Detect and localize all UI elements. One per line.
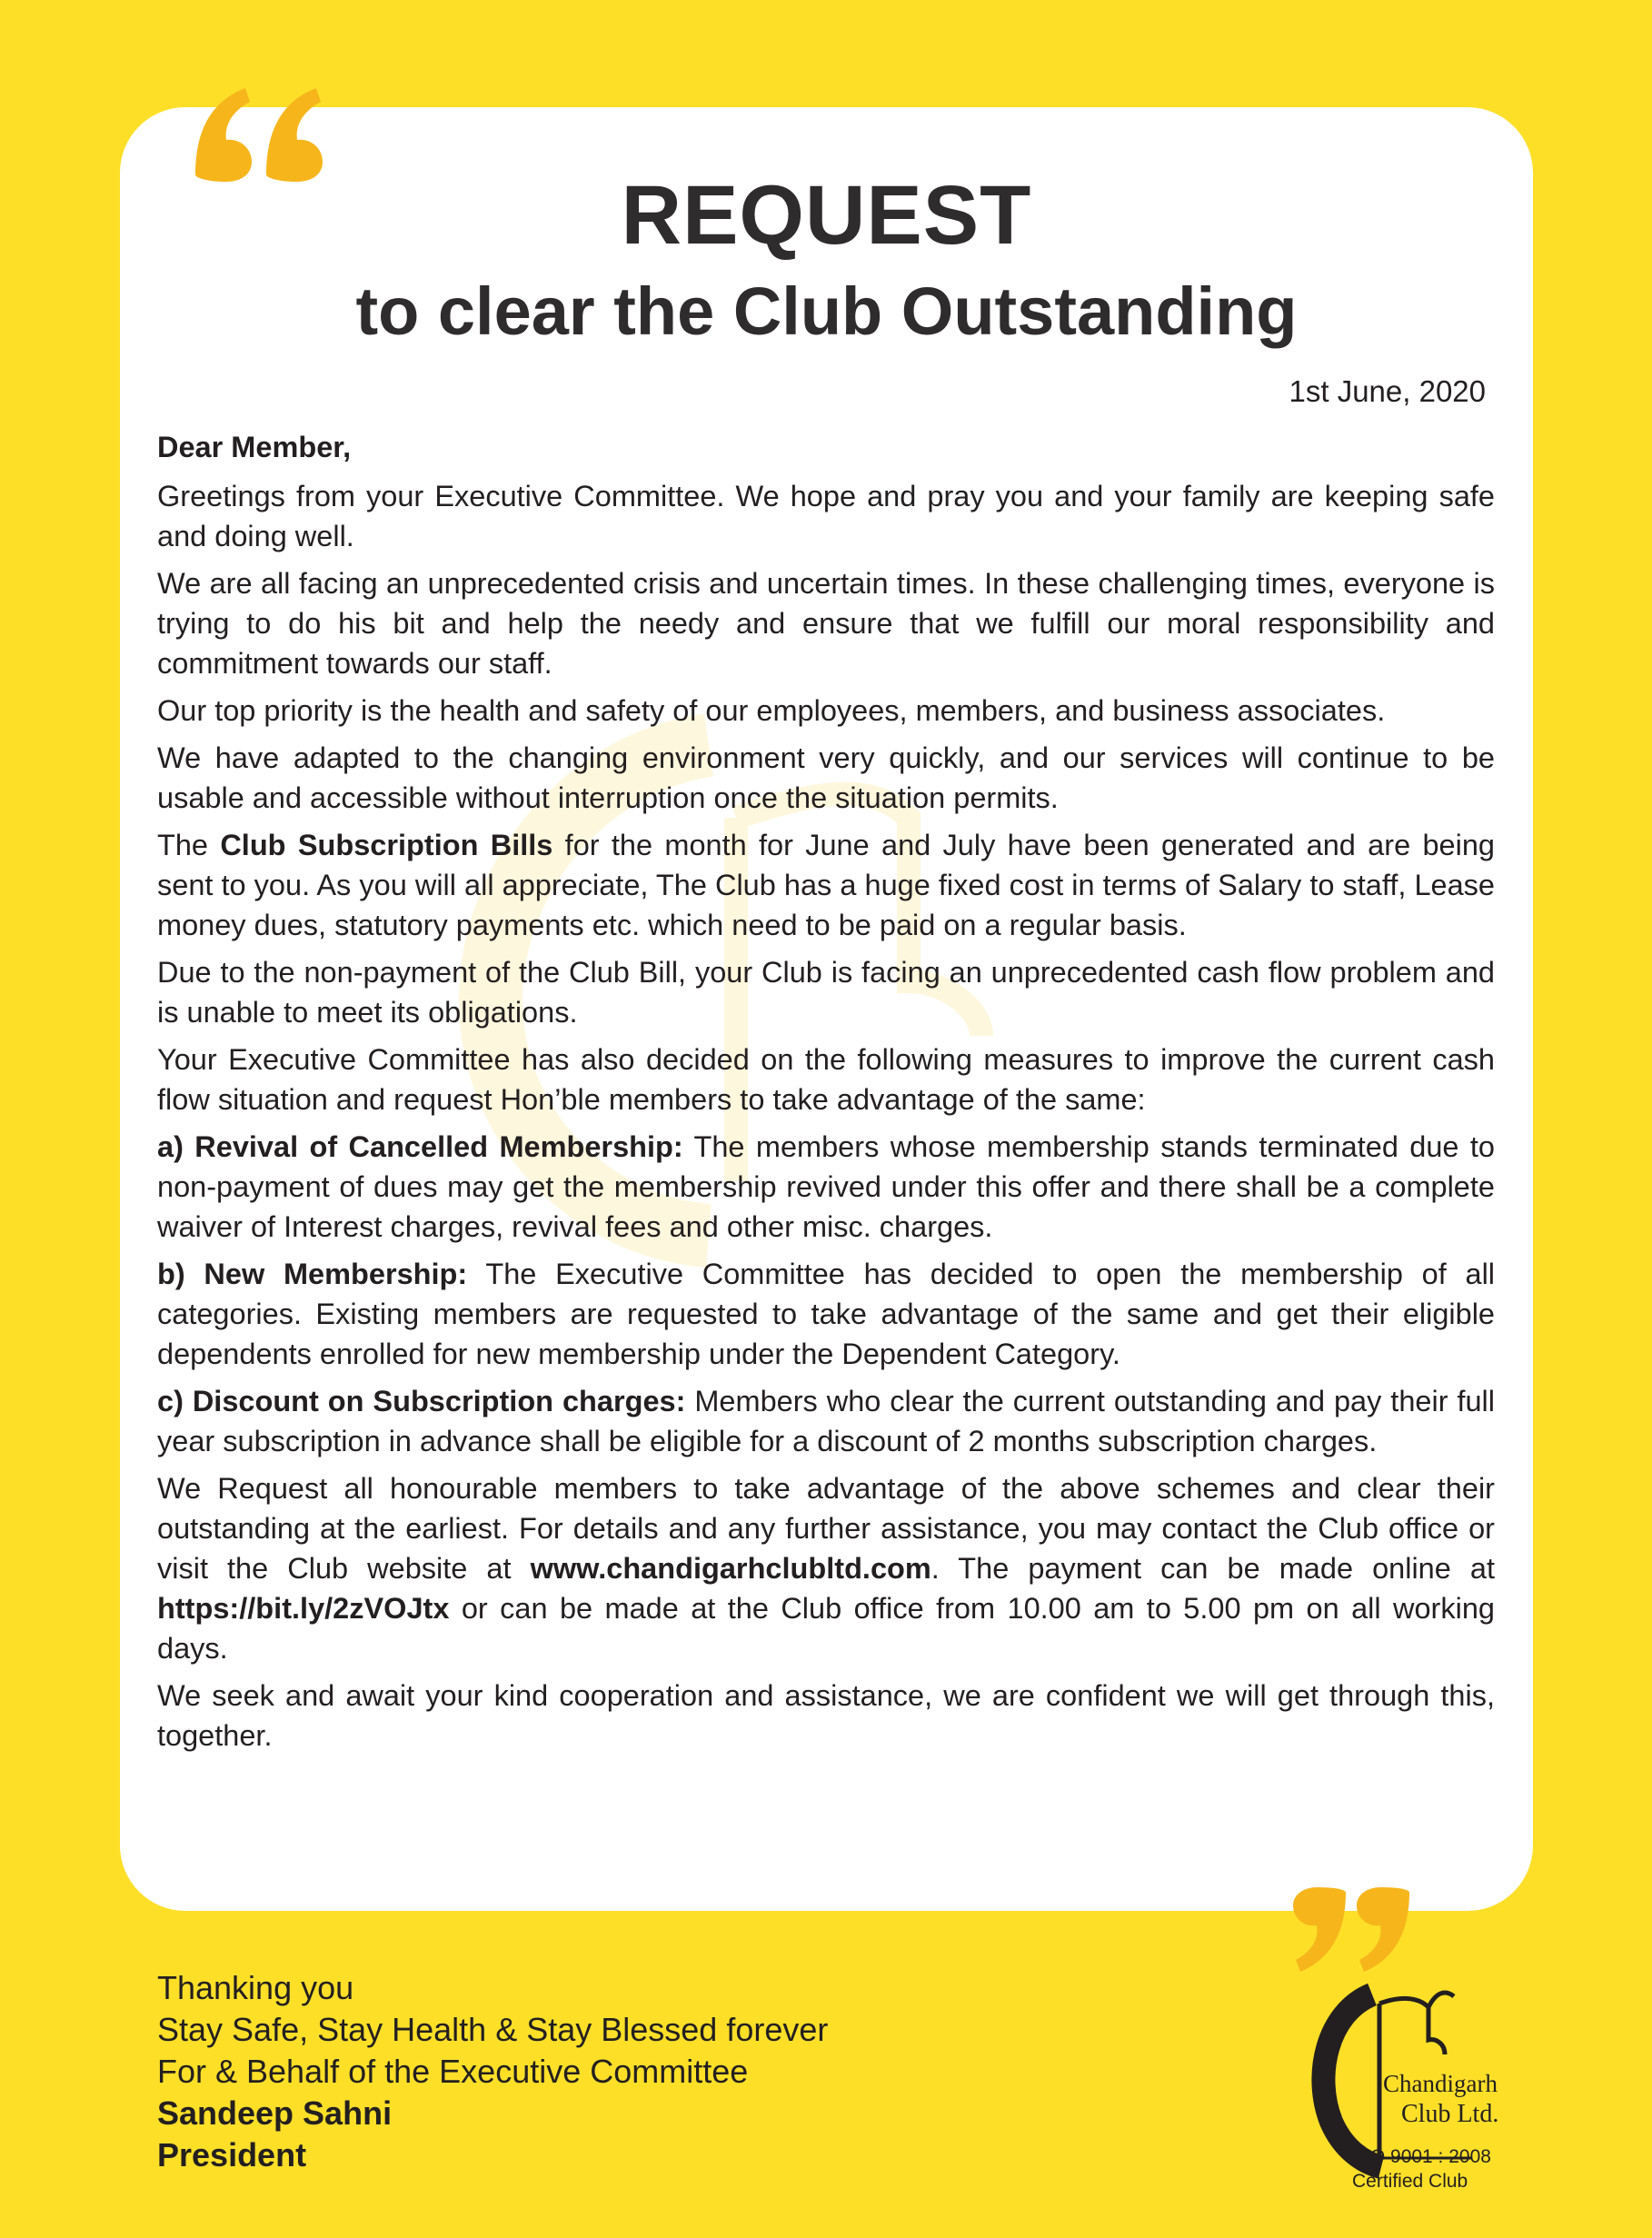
bills-text-post: for the month for June and July have been generated and are being sent to you. As you will all appreciate, The Club has a huge fixed cost in terms of Salary to staff, Lease money dues, statutory payments etc. which need to be paid on a regular basis.	[157, 829, 1495, 941]
signatory-name: Sandeep Sahni	[157, 2094, 393, 2132]
letter-body	[157, 427, 1495, 1763]
paragraph-closing: We seek and await your kind cooperation and assistance, we are confident we will get through this, together.	[157, 1679, 1495, 1752]
request-text-a: We Request all honourable members to take advantage of the above schemes and clear their outstanding at the earliest. For details and any further assistance, you may contact the Club office or visit the Club website at	[157, 1472, 1495, 1585]
request-text-c: or can be made at the Club office from 10.00 am to 5.00 pm on all working days.	[157, 1592, 1495, 1665]
measure-c	[157, 1381, 1495, 1461]
paragraph-crisis: We are all facing an unprecedented crisis and uncertain times. In these challenging times, everyone is trying to do his bit and help the needy and ensure that we fulfill our moral responsibility and commitment towards our staff.	[157, 567, 1495, 680]
page-subtitle: to clear the Club Outstanding	[355, 274, 1298, 349]
iso-line-2: Certified Club	[1352, 2171, 1468, 2192]
close-quote-icon	[1284, 1885, 1416, 1976]
measure-b-label: b) New Membership:	[157, 1258, 468, 1290]
paragraph-nonpayment: Due to the non-payment of the Club Bill, your Club is facing an unprecedented cash flow problem and is unable to meet its obligations.	[157, 956, 1495, 1029]
signatory-role: President	[157, 2136, 307, 2173]
bills-text-pre: The	[157, 829, 221, 861]
paragraph-priority: Our top priority is the health and safety of our employees, members, and business associates.	[157, 694, 1386, 727]
behalf-line: For & Behalf of the Executive Committee	[157, 2053, 749, 2090]
payment-link[interactable]: https://bit.ly/2zVOJtx	[157, 1592, 450, 1625]
request-text-b: . The payment can be made online at	[930, 1552, 1495, 1585]
signature-block	[157, 1967, 828, 2176]
paragraph-bills	[157, 825, 1495, 945]
iso-line-1: ISO 9001 : 2008	[1352, 2146, 1491, 2167]
measure-a	[157, 1127, 1495, 1247]
logo-line-1: Chandigarh	[1383, 2070, 1498, 2097]
iso-certification	[1352, 2144, 1491, 2193]
salutation: Dear Member,	[157, 431, 352, 463]
measure-a-label: a) Revival of Cancelled Membership:	[157, 1130, 683, 1163]
measure-c-text: Members who clear the current outstanding and pay their full year subscription in advance shall be eligible for a discount of 2 months subscription charges.	[157, 1385, 1495, 1457]
wish-line: Stay Safe, Stay Health & Stay Blessed forever	[157, 2011, 829, 2048]
bills-highlight: Club Subscription Bills	[220, 829, 553, 861]
page-title: REQUEST	[621, 169, 1032, 262]
measure-b	[157, 1254, 1495, 1374]
measure-b-text: The Executive Committee has decided to open the membership of all categories. Existing members are requested to take advantage of the same and get their eligible dependents enrolled for new membership under the Dependent Category.	[157, 1258, 1496, 1370]
measure-c-label: c) Discount on Subscription charges:	[157, 1385, 686, 1417]
thanks-line: Thanking you	[157, 1969, 354, 2006]
logo-line-2: Club Ltd.	[1401, 2100, 1499, 2128]
paragraph-adapted: We have adapted to the changing environment very quickly, and our services will continue to be usable and accessible without interruption once the situation permits.	[157, 741, 1495, 814]
paragraph-request	[157, 1468, 1495, 1668]
club-website-link[interactable]: www.chandigarhclubltd.com	[530, 1552, 931, 1585]
paragraph-greetings: Greetings from your Executive Committee. We hope and pray you and your family are keeping safe and doing well.	[157, 480, 1495, 552]
measure-a-text: The members whose membership stands terminated due to non-payment of dues may get the membership revived under this offer and there shall be a complete waiver of Interest charges, revival fees and other misc. charges.	[157, 1130, 1495, 1243]
paragraph-measures: Your Executive Committee has also decided on the following measures to improve the current cash flow situation and request Hon’ble members to take advantage of the same:	[157, 1043, 1495, 1116]
letter-date: 1st June, 2020	[1289, 374, 1486, 408]
